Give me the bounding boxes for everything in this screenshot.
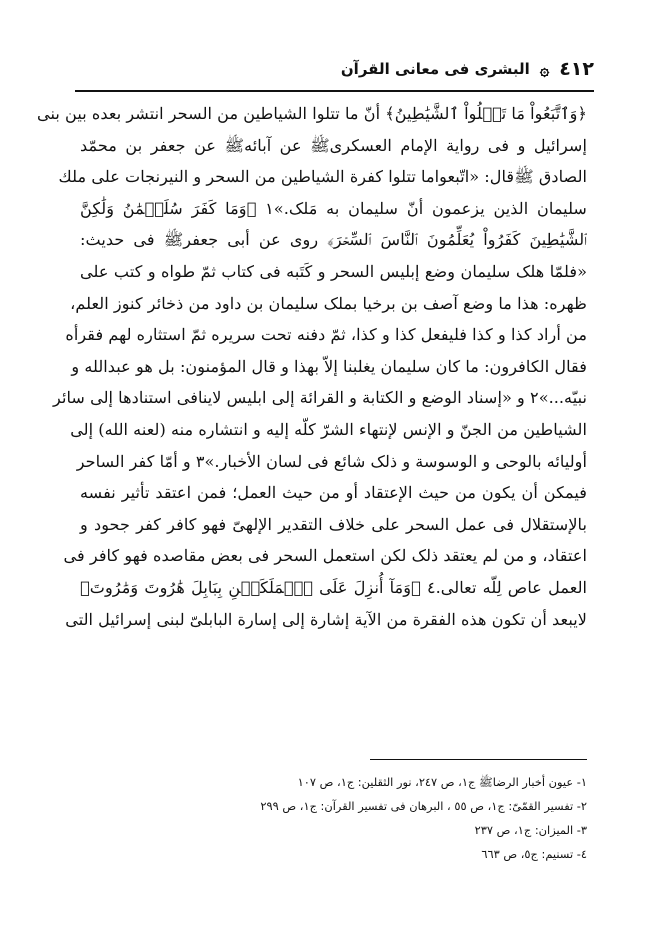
text-line-11: الشياطين من الجنّ و الإنس لإنتهاء الشرّ كلّه إليه و انتشاره منه (لعنه الله) إلی: [70, 419, 587, 439]
book-title: البشری فی معانی القرآن: [340, 60, 530, 78]
text-line-5: ٱلشَّيَٰطِينَ كَفَرُواْ يُعَلِّمُونَ ٱلنَّاسَ ٱلسِّحۡرَ﴾ روی عن أبی جعفرﷺ فی حديث:: [80, 230, 587, 250]
page-number: ٤١٢: [559, 58, 594, 80]
text-line-14: بالإستقلال فی عمل السحر علی خلاف التقدير الإلهیّ فهو كافر كفر جحود و: [80, 514, 587, 534]
text-line-1: ﴿وَٱتَّبَعُواْ مَا تَتۡلُواْ ٱلشَّيَٰطِينُ﴾ أنّ ما تتلوا الشياطين من السحر انتشر بعده بين بنی: [37, 104, 587, 123]
main-text: [37, 98, 587, 635]
header-rule: [75, 90, 594, 92]
footnote-rule: [370, 759, 587, 760]
footnote-2: ٢- تفسير القمّیّ: ج١، ص ٥٥ ، البرهان فی تفسير القرآن: ج١، ص ٢٩٩: [260, 799, 587, 813]
text-line-13: فيمكن أن يكون من حيث الإعتقاد أو من حيث العمل؛ فمن اعتقد تأثير نفسه: [80, 483, 587, 503]
text-line-8: من أراد كذا و كذا فليفعل كذا و كذا، ثمّ دفنه تحت سريره ثمّ استثاره لهم فقرأه: [65, 325, 587, 345]
text-line-9: فقال الكافرون: ما كان سليمان يغلبنا إلاّ بهذا و قال المؤمنون: بل هو عبدالله و: [71, 356, 587, 376]
running-header: [75, 52, 594, 86]
text-line-10: نبيّه...»٢ و «إسناد الوضع و الكتابة و القرائة إلی ابليس لاينافی استنادها إلی سائر: [53, 388, 587, 408]
text-line-12: أوليائه بالوحی و الوسوسة و ذلک شائع فی لسان الأخبار.»٣ و أمّا كفر الساحر: [76, 451, 587, 471]
footnotes: [82, 770, 587, 866]
text-line-6: «فلمّا هلک سليمان وضع إبليس السحر و كَتَبه فی كتاب ثمّ طواه و كتب علی: [80, 261, 587, 281]
footnote-4: ٤- تسنيم: ج٥، ص ٦٦٣: [481, 847, 587, 861]
text-line-4: سليمان الذين يزعمون أنّ سليمان به مَلک.»١ ﴿وَمَا كَفَرَ سُلَيۡمَٰنُ وَلَٰكِنَّ: [80, 198, 587, 218]
text-line-15: اعتقاد، و من لم يعتقد ذلک لكن استعمل السحر فی بعض مقاصده فهو كافر فی: [63, 546, 587, 566]
text-line-17: لايبعد أن تكون هذه الفقرة من الآية إشارة إلی إسارة البابلیّ لبنی إسرائيل التی: [65, 609, 587, 629]
text-line-3: الصادق ﷺقال: «اتّبعواما تتلوا كفرة الشياطين من السحر و النيرنجات علی ملك: [58, 167, 587, 187]
text-line-16: العمل عاص لِلّه تعالی.٤ ﴿وَمَآ أُنزِلَ عَلَى ٱلۡمَلَكَيۡنِ بِبَابِلَ هَٰرُوتَ وَمَٰرُوتَ﴾: [80, 577, 587, 597]
footnote-1: ١- عيون أخبار الرضاﷺ ج١، ص ٢٤٧، نور الثقلين: ج١، ص ١٠٧: [297, 775, 587, 789]
text-line-2: إسرائيل و فی رواية الإمام العسكریﷺ عن آبائهﷺ عن جعفر بن محمّد: [80, 135, 587, 155]
ornament-icon: ۞: [539, 59, 550, 79]
text-line-7: ظهره: هذا ما وضع آصف بن برخيا بملک سليمان بن داود من ذخائر كنوز العلم،: [70, 293, 587, 313]
footnote-3: ٣- الميزان: ج١، ص ٢٣٧: [474, 823, 587, 837]
